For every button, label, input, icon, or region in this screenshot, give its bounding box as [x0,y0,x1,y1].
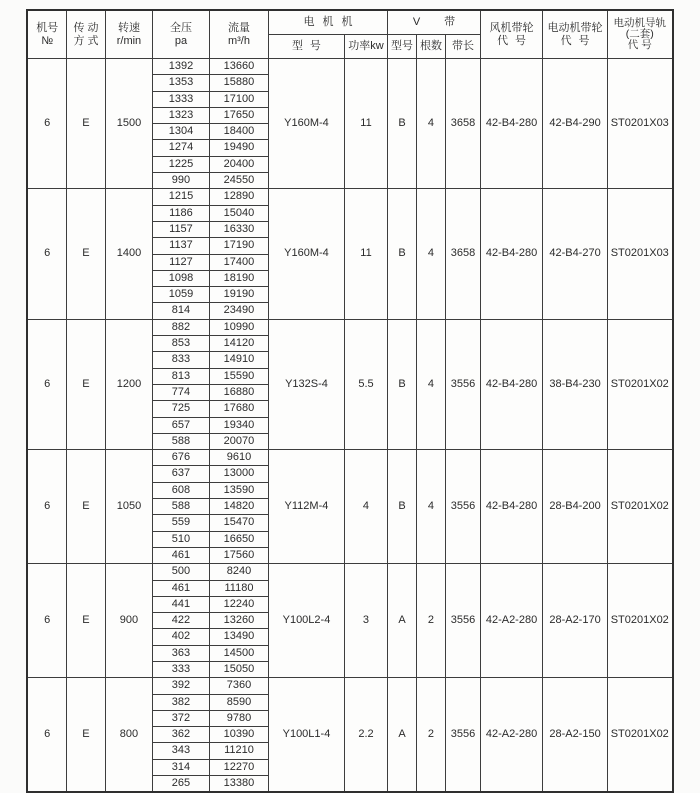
cell-motor-power: 11 [344,59,387,189]
cell-flow: 17560 [209,547,268,563]
cell-belt-count: 4 [416,319,445,449]
cell-pressure: 1323 [152,107,209,123]
table-body [27,59,672,793]
cell-flow: 13490 [209,629,268,645]
cell-flow: 9610 [209,450,268,466]
cell-belt-type: A [387,678,416,793]
table-row [27,319,672,335]
header-vbelt-group: V 带 [387,10,480,35]
header-motor-rail-line3: 代 号 [627,39,652,51]
cell-pressure: 363 [152,645,209,661]
cell-pressure: 1098 [152,270,209,286]
cell-drive-mode: E [66,678,105,793]
cell-pressure: 392 [152,678,209,694]
cell-pressure: 1353 [152,75,209,91]
cell-flow: 23490 [209,303,268,319]
cell-fan-pulley: 42-A2-280 [481,678,543,793]
cell-pressure: 990 [152,173,209,189]
cell-flow: 15050 [209,661,268,677]
cell-drive-mode: E [66,564,105,678]
cell-rail-code: ST0201X02 [608,450,673,564]
header-drive-mode [66,10,105,59]
fan-spec-table [26,9,673,793]
cell-pressure: 1157 [152,221,209,237]
cell-speed: 800 [105,678,152,793]
cell-motor-pulley: 28-A2-150 [543,678,608,793]
cell-pressure: 1127 [152,254,209,270]
header-speed [105,10,152,59]
cell-pressure: 372 [152,710,209,726]
cell-pressure: 814 [152,303,209,319]
header-motor-pulley [543,10,608,59]
cell-pressure: 588 [152,499,209,515]
cell-flow: 11210 [209,743,268,759]
cell-flow: 15880 [209,75,268,91]
table-row [27,189,672,205]
cell-flow: 19490 [209,140,268,156]
cell-motor-pulley: 42-B4-290 [543,59,608,189]
header-fan-pulley-line1: 风机带轮 [489,21,534,34]
cell-pressure: 422 [152,613,209,629]
cell-drive-mode: E [66,450,105,564]
cell-speed: 1200 [105,319,152,449]
cell-belt-type: B [387,319,416,449]
cell-pressure: 1137 [152,238,209,254]
table-row [27,59,672,75]
cell-flow: 8590 [209,694,268,710]
cell-belt-length: 3556 [445,564,480,678]
cell-flow: 17680 [209,401,268,417]
cell-pressure: 657 [152,417,209,433]
cell-rail-code: ST0201X02 [608,564,673,678]
cell-pressure: 1215 [152,189,209,205]
cell-flow: 14820 [209,499,268,515]
cell-machine-no: 6 [27,189,66,319]
cell-machine-no: 6 [27,450,66,564]
cell-belt-length: 3658 [445,189,480,319]
header-motor-pulley-line1: 电动机带轮 [547,21,603,34]
header-motor-rail-line1: 电动机导轨 [613,17,667,29]
cell-belt-count: 4 [416,189,445,319]
cell-pressure: 725 [152,401,209,417]
cell-belt-count: 2 [416,678,445,793]
cell-motor-power: 4 [344,450,387,564]
cell-flow: 13000 [209,466,268,482]
cell-flow: 14910 [209,352,268,368]
header-motor-pulley-line2: 代 号 [560,34,590,47]
cell-fan-pulley: 42-B4-280 [481,450,543,564]
cell-flow: 17650 [209,107,268,123]
cell-rail-code: ST0201X02 [608,319,673,449]
header-speed-line2: r/min [116,34,142,47]
header-machine-no-line1: 机号 [36,21,59,34]
cell-rail-code: ST0201X02 [608,678,673,793]
cell-pressure: 333 [152,661,209,677]
cell-flow: 9780 [209,710,268,726]
cell-speed: 900 [105,564,152,678]
cell-belt-type: B [387,189,416,319]
cell-pressure: 382 [152,694,209,710]
header-motor-power: 功率kw [344,35,387,59]
header-pressure-line2: pa [174,34,188,47]
cell-pressure: 1333 [152,91,209,107]
cell-drive-mode: E [66,319,105,449]
cell-flow: 14120 [209,336,268,352]
header-pressure [152,10,209,59]
cell-flow: 12270 [209,759,268,775]
cell-pressure: 676 [152,450,209,466]
cell-motor-model: Y112M-4 [268,450,344,564]
cell-speed: 1400 [105,189,152,319]
cell-pressure: 853 [152,336,209,352]
cell-pressure: 461 [152,580,209,596]
cell-rail-code: ST0201X03 [608,59,673,189]
cell-flow: 8240 [209,564,268,580]
cell-flow: 20070 [209,433,268,449]
cell-pressure: 500 [152,564,209,580]
cell-machine-no: 6 [27,319,66,449]
cell-pressure: 362 [152,727,209,743]
cell-motor-power: 5.5 [344,319,387,449]
header-machine-no-line2: № [41,34,54,47]
cell-flow: 17400 [209,254,268,270]
header-motor-rail-line2: (二套) [625,28,654,40]
cell-belt-count: 4 [416,59,445,189]
cell-belt-type: A [387,564,416,678]
cell-motor-pulley: 28-A2-170 [543,564,608,678]
cell-flow: 16650 [209,531,268,547]
cell-pressure: 833 [152,352,209,368]
cell-flow: 10390 [209,727,268,743]
cell-pressure: 588 [152,433,209,449]
cell-pressure: 510 [152,531,209,547]
table-header [27,10,672,59]
cell-fan-pulley: 42-B4-280 [481,319,543,449]
table-row [27,564,672,580]
cell-belt-count: 4 [416,450,445,564]
cell-belt-type: B [387,450,416,564]
cell-flow: 17190 [209,238,268,254]
cell-belt-length: 3556 [445,319,480,449]
header-motor-group: 电 机 机 [268,10,387,35]
cell-pressure: 265 [152,776,209,793]
cell-pressure: 774 [152,384,209,400]
cell-rail-code: ST0201X03 [608,189,673,319]
cell-flow: 12890 [209,189,268,205]
cell-flow: 12240 [209,596,268,612]
cell-fan-pulley: 42-A2-280 [481,564,543,678]
cell-pressure: 1304 [152,124,209,140]
header-fan-pulley-line2: 代 号 [497,34,526,47]
cell-pressure: 461 [152,547,209,563]
cell-motor-power: 2.2 [344,678,387,793]
header-fan-pulley [481,10,543,59]
cell-flow: 7360 [209,678,268,694]
cell-flow: 16330 [209,221,268,237]
header-pressure-line1: 全压 [169,21,192,34]
cell-motor-model: Y100L2-4 [268,564,344,678]
cell-belt-type: B [387,59,416,189]
cell-pressure: 882 [152,319,209,335]
cell-machine-no: 6 [27,564,66,678]
cell-motor-pulley: 42-B4-270 [543,189,608,319]
cell-motor-model: Y132S-4 [268,319,344,449]
cell-pressure: 1059 [152,287,209,303]
cell-pressure: 402 [152,629,209,645]
cell-flow: 17100 [209,91,268,107]
header-flow-line2: m³/h [227,34,250,47]
cell-machine-no: 6 [27,59,66,189]
cell-flow: 19340 [209,417,268,433]
cell-pressure: 1225 [152,156,209,172]
cell-pressure: 1274 [152,140,209,156]
header-motor-model: 型 号 [268,35,344,59]
cell-machine-no: 6 [27,678,66,793]
cell-belt-length: 3556 [445,450,480,564]
cell-pressure: 559 [152,515,209,531]
cell-belt-length: 3658 [445,59,480,189]
cell-drive-mode: E [66,189,105,319]
cell-motor-power: 3 [344,564,387,678]
cell-flow: 16880 [209,384,268,400]
cell-speed: 1500 [105,59,152,189]
cell-pressure: 637 [152,466,209,482]
cell-flow: 15470 [209,515,268,531]
cell-pressure: 314 [152,759,209,775]
cell-pressure: 1392 [152,59,209,75]
cell-flow: 13590 [209,482,268,498]
cell-flow: 15590 [209,368,268,384]
cell-pressure: 441 [152,596,209,612]
header-drive-mode-line1: 传 动 [73,21,99,34]
cell-flow: 13660 [209,59,268,75]
cell-belt-count: 2 [416,564,445,678]
cell-pressure: 608 [152,482,209,498]
cell-belt-length: 3556 [445,678,480,793]
cell-motor-pulley: 38-B4-230 [543,319,608,449]
header-speed-line1: 转速 [117,21,140,34]
cell-flow: 14500 [209,645,268,661]
cell-flow: 18400 [209,124,268,140]
cell-speed: 1050 [105,450,152,564]
table-row [27,678,672,694]
cell-flow: 13380 [209,776,268,793]
header-drive-mode-line2: 方 式 [73,34,99,47]
header-vbelt-model: 型号 [387,35,416,59]
cell-flow: 20400 [209,156,268,172]
cell-flow: 19190 [209,287,268,303]
cell-motor-model: Y160M-4 [268,189,344,319]
cell-flow: 18190 [209,270,268,286]
cell-flow: 10990 [209,319,268,335]
cell-flow: 13260 [209,613,268,629]
header-vbelt-count: 根数 [416,35,445,59]
cell-flow: 15040 [209,205,268,221]
cell-fan-pulley: 42-B4-280 [481,59,543,189]
cell-pressure: 813 [152,368,209,384]
header-flow-line1: 流量 [227,21,250,34]
header-vbelt-length: 带长 [445,35,480,59]
cell-drive-mode: E [66,59,105,189]
cell-motor-power: 11 [344,189,387,319]
cell-pressure: 343 [152,743,209,759]
cell-motor-pulley: 28-B4-200 [543,450,608,564]
cell-flow: 24550 [209,173,268,189]
table-row [27,450,672,466]
cell-pressure: 1186 [152,205,209,221]
cell-flow: 11180 [209,580,268,596]
header-flow [209,10,268,59]
cell-fan-pulley: 42-B4-280 [481,189,543,319]
cell-motor-model: Y100L1-4 [268,678,344,793]
cell-motor-model: Y160M-4 [268,59,344,189]
header-machine-no [27,10,66,59]
header-motor-rail [608,10,673,59]
